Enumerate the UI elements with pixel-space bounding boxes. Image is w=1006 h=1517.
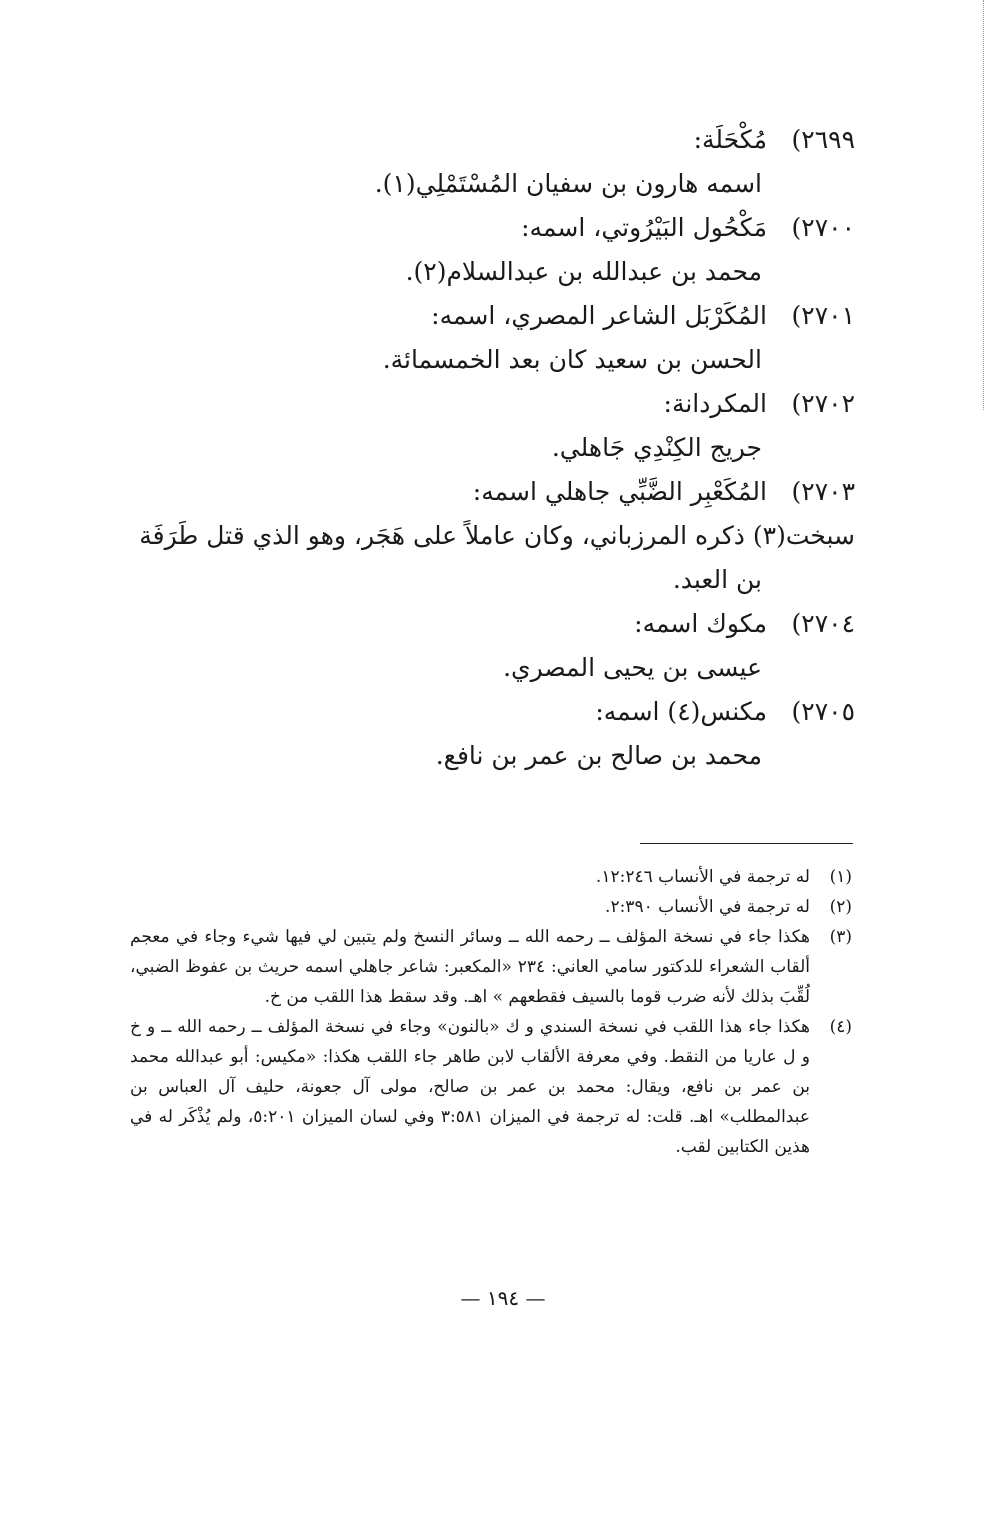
entry-head: [120, 118, 855, 162]
entry-title: مَكْحُول البَيْرُوتي، اسمه:: [521, 213, 767, 242]
entry-body: اسمه هارون بن سفيان المُسْتَمْلِي(١).: [374, 169, 762, 198]
footnote-text: هكذا جاء في نسخة المؤلف ــ رحمه الله ــ وسائر النسخ ولم يتبين لي فيها شيء وجاء في معجم ألقاب الشعراء للدكتور سامي العاني: ٢٣٤ «المكعبر: شاعر جاهلي اسمه حريث بن عفوظ الضبي، لُقِّبَ بذلك لأنه ضرب قوما بالسيف فقطعهم » اهـ. وقد سقط هذا اللقب من خ.: [130, 927, 810, 1007]
footnote: [130, 862, 852, 892]
entry-body: الحسن بن سعيد كان بعد الخمسمائة.: [382, 345, 762, 374]
entry-head: [120, 470, 855, 514]
entry-body: محمد بن عبدالله بن عبدالسلام(٢).: [405, 257, 762, 286]
entry-body: عيسى بن يحيى المصري.: [503, 653, 762, 682]
entry-title: مُكْحَلَة:: [693, 125, 767, 154]
footnote-text: له ترجمة في الأنساب ٢:٣٩٠.: [605, 897, 810, 917]
footnote-number: (٢): [829, 897, 852, 917]
page-number: — ١٩٤ —: [460, 1286, 546, 1310]
entry-title: المُكَرْبَل الشاعر المصري، اسمه:: [431, 301, 767, 330]
footnote-number: (١): [829, 867, 852, 887]
margin-dotted-line: [983, 0, 984, 410]
entry-head: [120, 602, 855, 646]
entry-title: المكردانة:: [663, 389, 767, 418]
entry-number: ٢٧٠٠): [791, 213, 855, 242]
footnote-text: له ترجمة في الأنساب ١٢:٢٤٦.: [595, 867, 810, 887]
entry-number: ٢٧٠١): [791, 301, 855, 330]
entry-head: [120, 382, 855, 426]
entry-number: ٢٧٠٢): [791, 389, 855, 418]
footnote: [130, 922, 852, 1012]
entry-number: ٢٧٠٥): [791, 697, 855, 726]
entry-title: مكنس(٤) اسمه:: [595, 697, 767, 726]
footnote-number: (٣): [829, 927, 852, 947]
footnotes: [130, 862, 852, 1162]
entry-head: [120, 690, 855, 734]
entry-title: مكوك اسمه:: [634, 609, 767, 638]
entry-body: سبخت(٣) ذكره المرزباني، وكان عاملاً على هَجَر، وهو الذي قتل طَرَفَة بن العبد.: [139, 521, 855, 594]
entry-body: محمد بن صالح بن عمر بن نافع.: [435, 741, 762, 770]
entry-title: المُكَعْبِر الضَّبِّي جاهلي اسمه:: [472, 477, 767, 506]
entry-number: ٢٦٩٩): [791, 125, 855, 154]
footnote-number: (٤): [829, 1017, 852, 1037]
entry-head: [120, 294, 855, 338]
entries-list: [120, 118, 855, 778]
footnote: [130, 892, 852, 922]
entry-number: ٢٧٠٤): [791, 609, 855, 638]
entry-body: جريج الكِنْدِي جَاهلي.: [551, 433, 762, 462]
footnote-text: هكذا جاء هذا اللقب في نسخة السندي و ك «بالنون» وجاء في نسخة المؤلف ــ رحمه الله ــ و خ و ل عاريا من النقط. وفي معرفة الألقاب لابن طاهر جاء اللقب هكذا: «مكيس: أبو عبدالله محمد بن عمر بن نافع، ويقال: محمد بن عمر بن صالح، مولى آل جعونة، حليف آل العباس بن عبدالمطلب» اهـ. قلت: له ترجمة في الميزان ٣:٥٨١ وفي لسان الميزان ٥:٢٠١، ولم يُذْكَر له في هذين الكتابين لقب.: [130, 1017, 810, 1157]
footnote-separator: [640, 843, 853, 844]
footnote: [130, 1012, 852, 1162]
entry-number: ٢٧٠٣): [791, 477, 855, 506]
entry-head: [120, 206, 855, 250]
